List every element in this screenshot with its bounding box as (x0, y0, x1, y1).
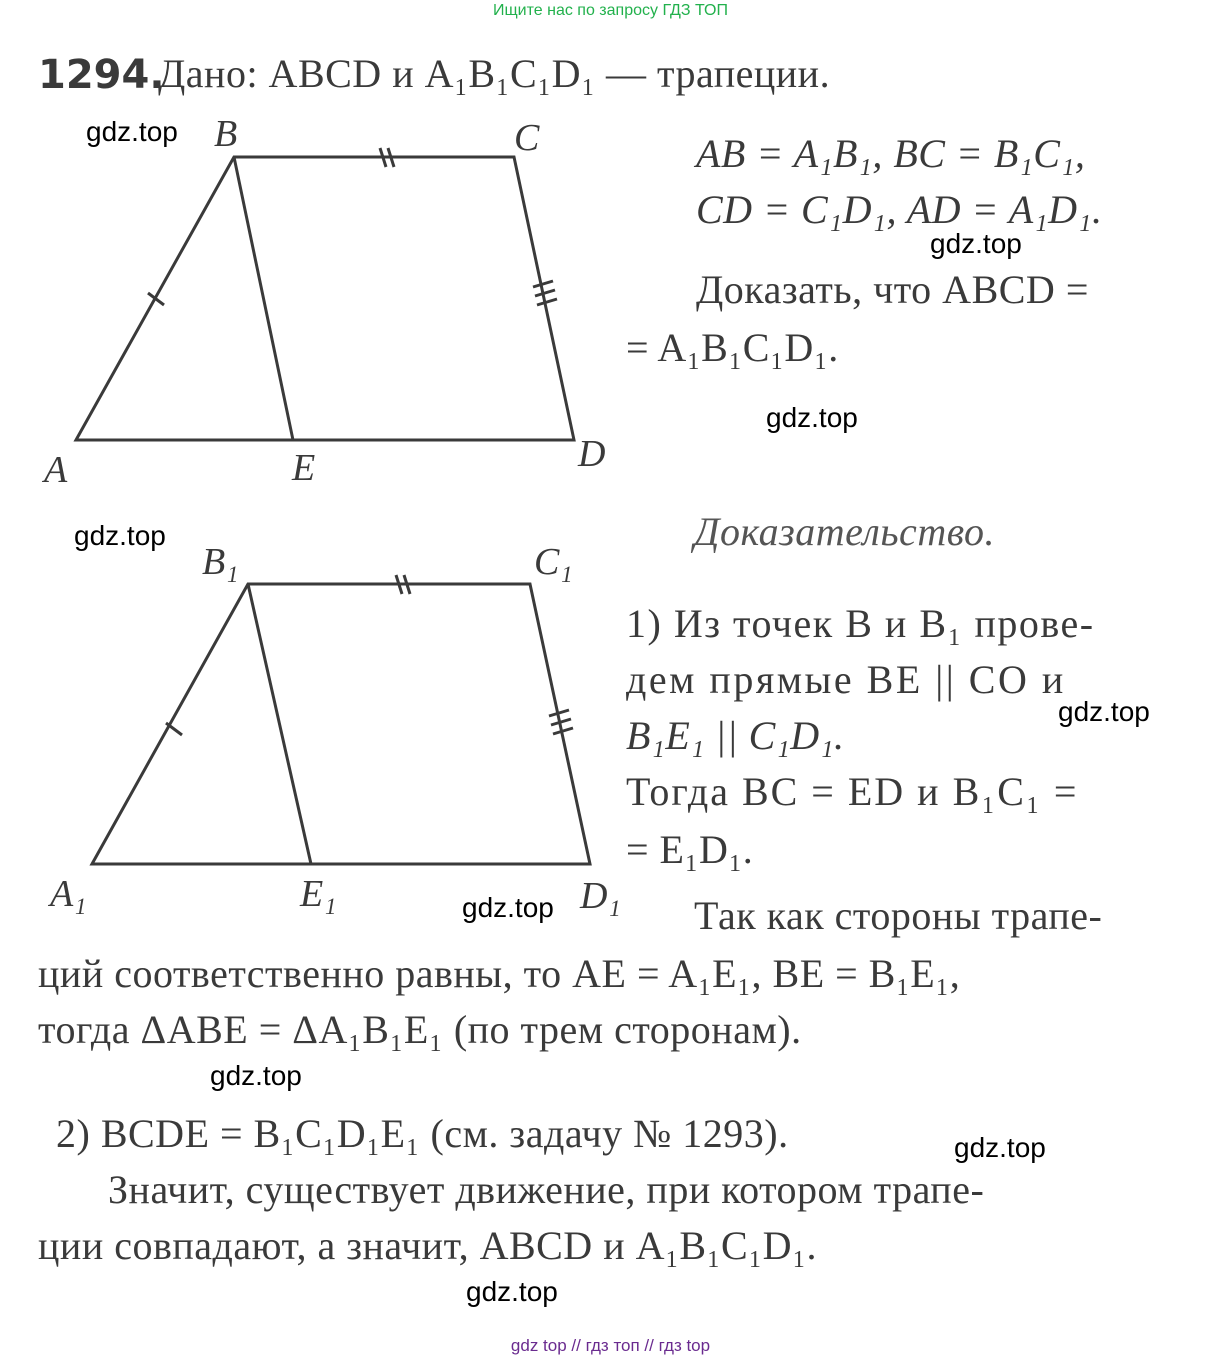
proof-p1-line-3: B₁E₁ || C₁D₁. (626, 713, 845, 758)
label-c: C (514, 117, 540, 159)
condition-line-2: CD = C₁D₁, AD = A₁D₁. (696, 187, 1103, 232)
proof-heading: Доказательство. (694, 509, 996, 554)
proof-p1-line-8: тогда ΔABE = ΔA₁B₁E₁ (по трем сторонам). (38, 1007, 802, 1052)
proof-p1-line-5: = E₁D₁. (626, 827, 754, 872)
prove-line-2: = A₁B₁C₁D₁. (626, 325, 839, 370)
watermark-6: gdz.top (462, 892, 554, 923)
tick-cd-1 (533, 281, 553, 287)
proof-p1-line-1: 1) Из точек B и B₁ прове- (626, 601, 1095, 646)
top-banner[interactable]: Ищите нас по запросу ГДЗ ТОП (493, 2, 728, 19)
label-a1: A₁ (50, 873, 87, 915)
segment-b1e1 (248, 584, 311, 864)
tick-cd-2 (535, 290, 555, 296)
proof-p1-line-6: Так как стороны трапе- (694, 893, 1103, 938)
watermark-9: gdz.top (466, 1276, 558, 1307)
proof-p1-line-4: Тогда BC = ED и B₁C₁ = (626, 769, 1079, 814)
label-c1: C₁ (534, 541, 573, 583)
figure-trapezoid-abcd (0, 100, 640, 500)
problem-number: 1294. (38, 52, 165, 98)
problem-given: Дано: ABCD и A₁B₁C₁D₁ — трапеции. (158, 51, 831, 96)
label-e: E (292, 447, 316, 489)
proof-p2: 2) BCDE = B₁C₁D₁E₁ (см. задачу № 1293). (56, 1111, 789, 1156)
footer-links[interactable]: gdz top // гдз топ // гдз top (510, 1336, 711, 1355)
prove-line-1: Доказать, что ABCD = (696, 267, 1089, 312)
label-b1: B₁ (202, 541, 239, 583)
condition-line-1: AB = A₁B₁, BC = B₁C₁, (696, 131, 1086, 176)
label-d1: D₁ (580, 875, 621, 917)
label-a: A (44, 449, 68, 491)
watermark-8: gdz.top (954, 1132, 1046, 1163)
watermark-5: gdz.top (1058, 696, 1150, 727)
proof-p1-line-7: ций соответственно равны, то AE = A₁E₁, BE = B₁E₁, (38, 951, 961, 996)
segment-be (234, 157, 293, 440)
watermark-4: gdz.top (74, 520, 166, 551)
figure-trapezoid-a1b1c1d1 (0, 530, 640, 930)
proof-p3-line-2: ции совпадают, а значит, ABCD и A₁B₁C₁D₁. (38, 1223, 818, 1268)
tick-cd-3 (537, 299, 557, 305)
proof-p1-line-2: дем прямые BE || CO и (626, 657, 1066, 702)
watermark-2: gdz.top (930, 228, 1022, 259)
label-e1: E₁ (300, 873, 337, 915)
watermark-1: gdz.top (86, 116, 178, 147)
label-d: D (578, 433, 606, 475)
trapezoid-abcd-outline (76, 157, 574, 440)
watermark-3: gdz.top (766, 402, 858, 433)
label-b: B (214, 113, 238, 155)
watermark-7: gdz.top (210, 1060, 302, 1091)
proof-p3-line-1: Значит, существует движение, при котором трапе- (108, 1167, 985, 1212)
